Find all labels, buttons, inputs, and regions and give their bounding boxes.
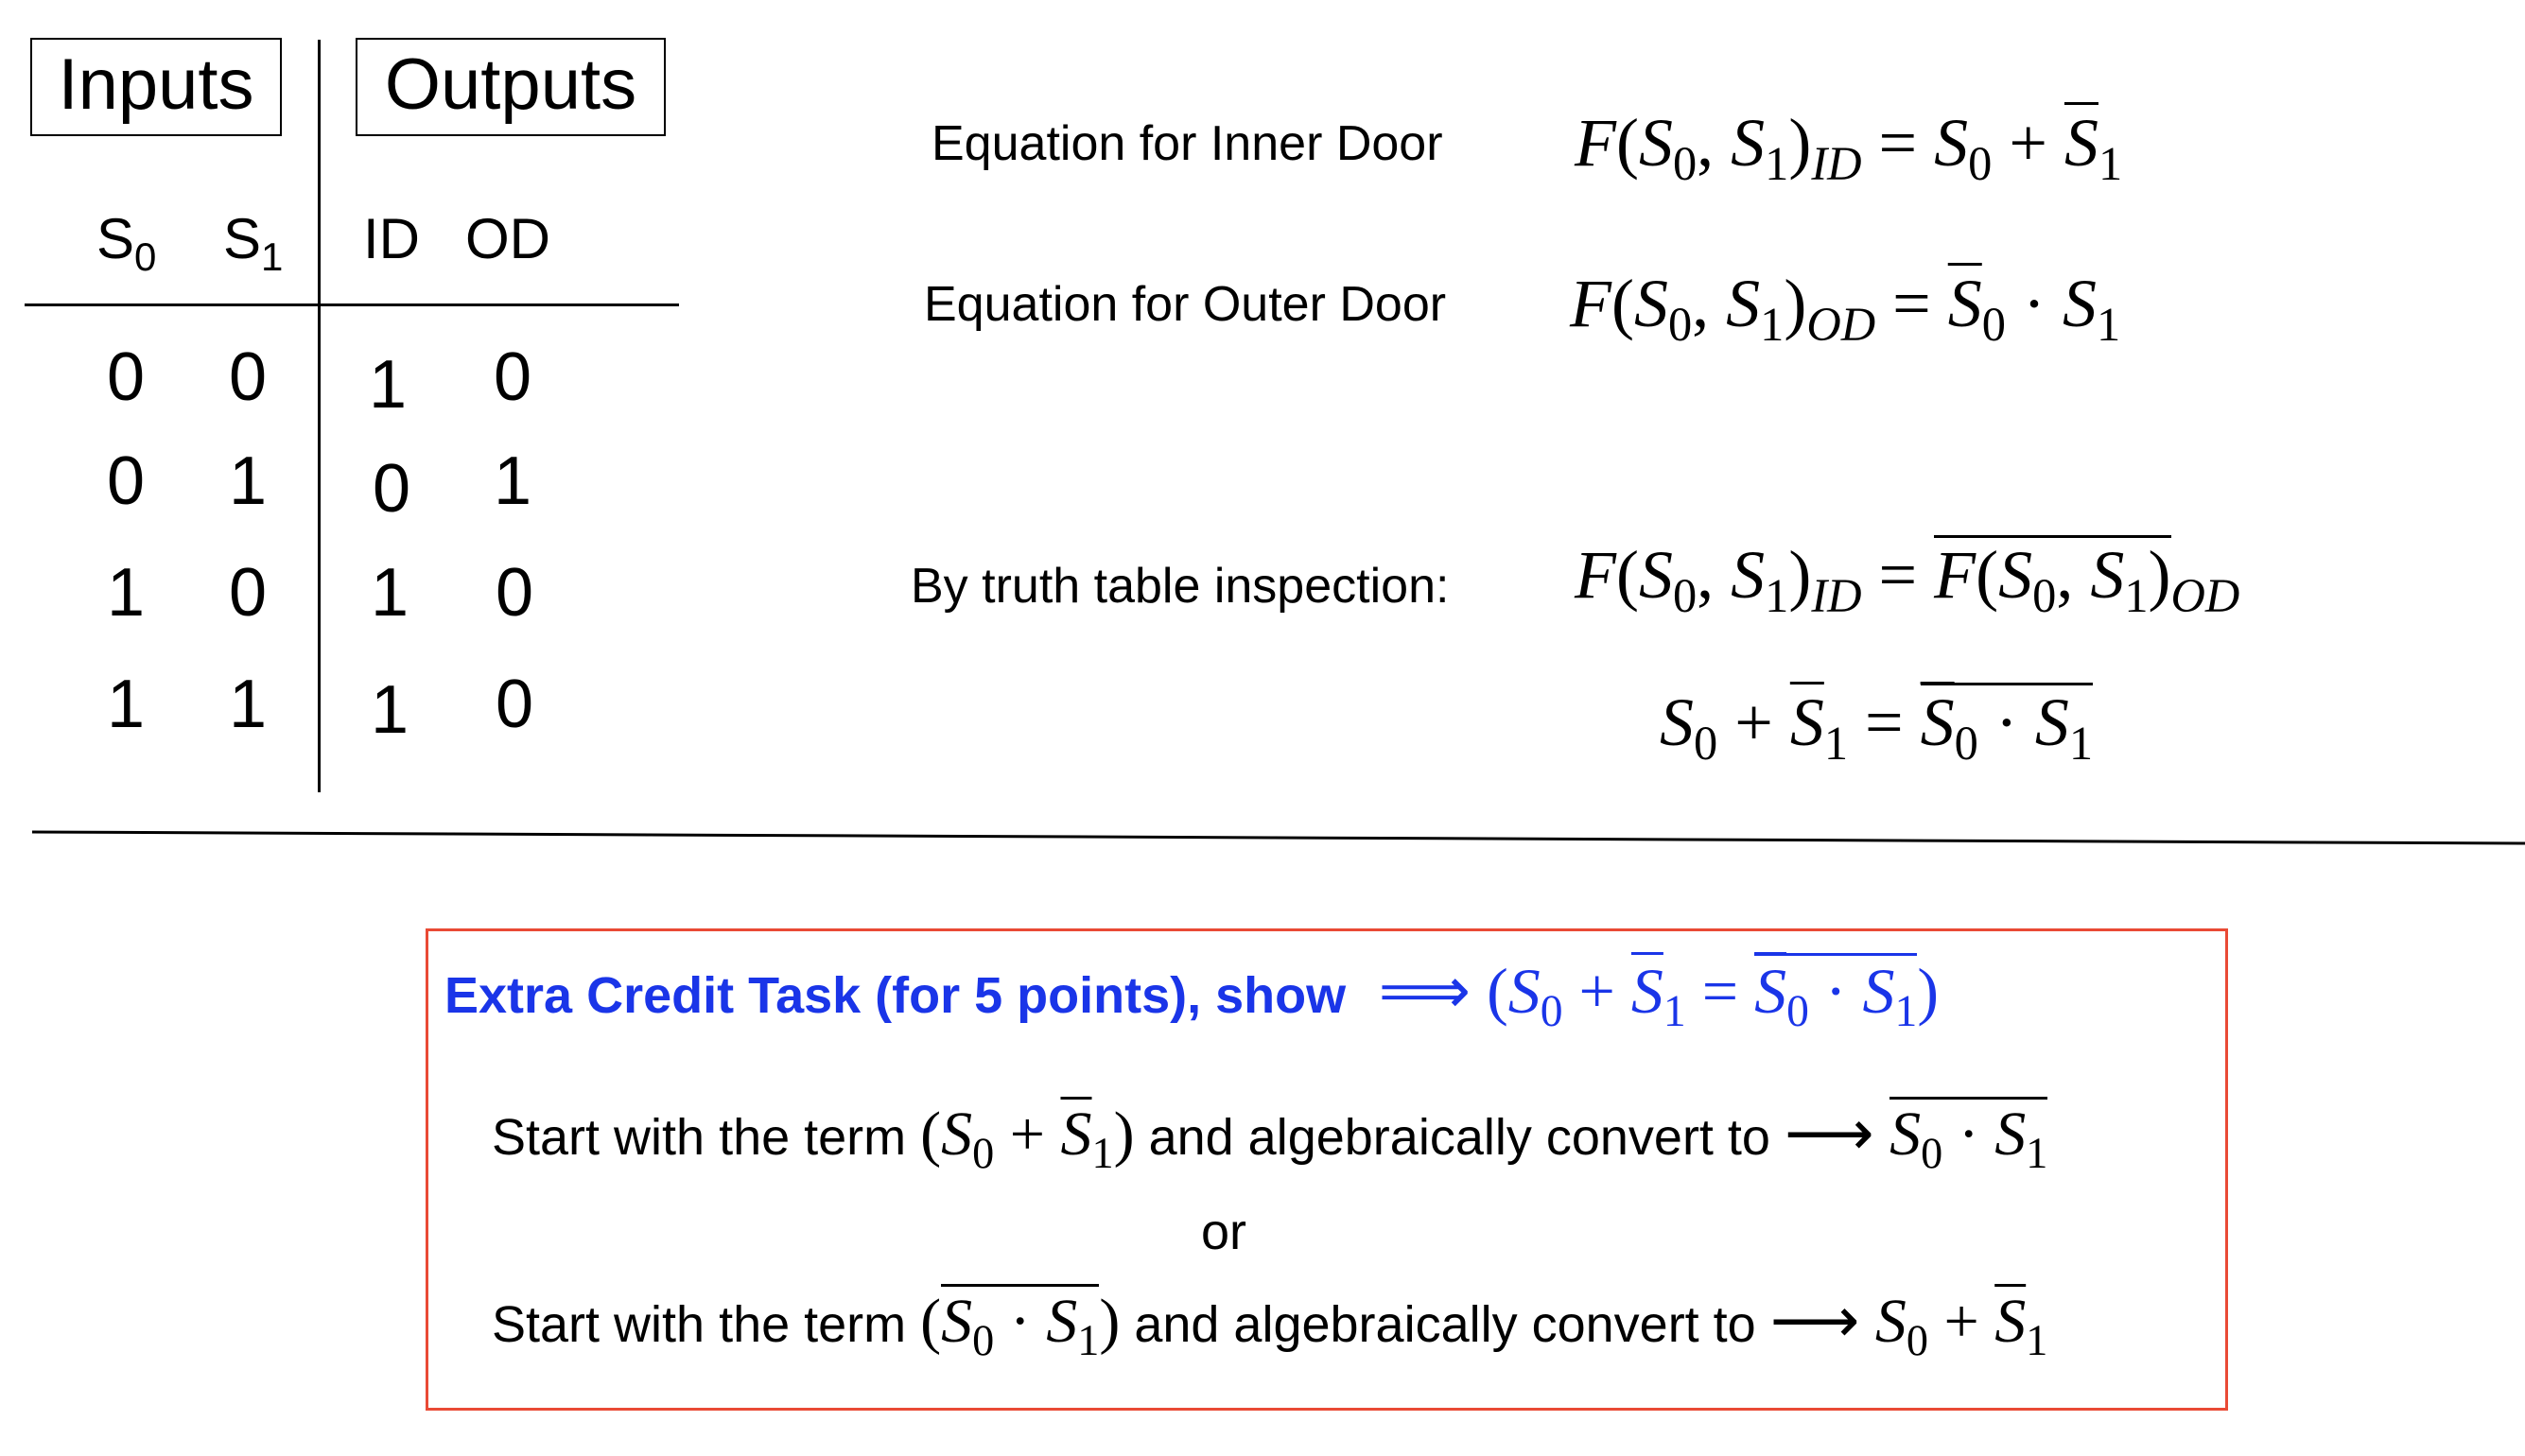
column-header-od: OD xyxy=(465,207,550,270)
table-cell: 0 xyxy=(493,339,532,415)
extra-credit-step-1: Start with the term $(S_0 + \overline{S}_1)$ and algebraically convert to ⟶ $\overline{S}_0 \cdot S_1$ xyxy=(492,1097,2047,1170)
extra-credit-title: Extra Credit Task (for 5 points), show xyxy=(444,967,1347,1024)
table-cell: 0 xyxy=(228,339,268,415)
table-cell: 0 xyxy=(372,451,411,527)
section-divider xyxy=(0,823,2525,851)
table-cell: 1 xyxy=(228,443,268,519)
inner-door-equation: $F(S_0$, $S_1)_{ID} = S_0 + \overline{S}_1$ xyxy=(1575,105,2123,191)
table-cell: 0 xyxy=(106,339,146,415)
outputs-header: Outputs xyxy=(356,38,666,136)
column-header-s0: $S_0$ xyxy=(96,207,157,279)
column-header-id: ID xyxy=(363,207,420,270)
table-vertical-rule xyxy=(318,40,321,792)
extra-credit-or: or xyxy=(1201,1204,1247,1260)
column-header-s1: $S_1$ xyxy=(223,207,284,279)
table-cell: 1 xyxy=(106,667,146,742)
table-cell: 1 xyxy=(493,443,532,519)
outer-door-label: Equation for Outer Door xyxy=(924,277,1447,332)
inspection-equation-1: $F(S_0$, $S_1)_{ID} = F(S_0$, $S_1)_{OD}$ xyxy=(1575,537,2240,623)
extra-credit-formula: ⟹ $(S_0 + \overline{S}_1 = \overline{S}_0 \cdot S_1)$ xyxy=(1378,955,1939,1037)
table-cell: 0 xyxy=(106,443,146,519)
inner-door-label: Equation for Inner Door xyxy=(932,116,1443,171)
extra-credit-step-2: Start with the term $(\overline{S}_0 \cdot S_1)$ and algebraically convert to ⟶ $S_0 + \overline{S}_1$ xyxy=(492,1284,2047,1358)
table-cell: 1 xyxy=(370,672,409,748)
table-cell: 1 xyxy=(370,555,409,631)
inspection-equation-2: $S_0 + \overline{S}_1 = \overline{S}_0 \cdot S_1$ xyxy=(1660,685,2094,771)
table-horizontal-rule xyxy=(25,303,679,306)
inspection-label: By truth table inspection: xyxy=(911,559,1450,614)
table-cell: 1 xyxy=(106,555,146,631)
table-cell: 1 xyxy=(368,347,408,423)
inputs-header: Inputs xyxy=(30,38,282,136)
table-cell: 1 xyxy=(228,667,268,742)
table-cell: 0 xyxy=(495,667,534,742)
extra-credit-heading xyxy=(444,953,1939,1037)
table-cell: 0 xyxy=(495,555,534,631)
table-cell: 0 xyxy=(228,555,268,631)
outer-door-equation: $F(S_0$, $S_1)_{OD} = \overline{S}_0 \cdot S_1$ xyxy=(1570,266,2121,352)
